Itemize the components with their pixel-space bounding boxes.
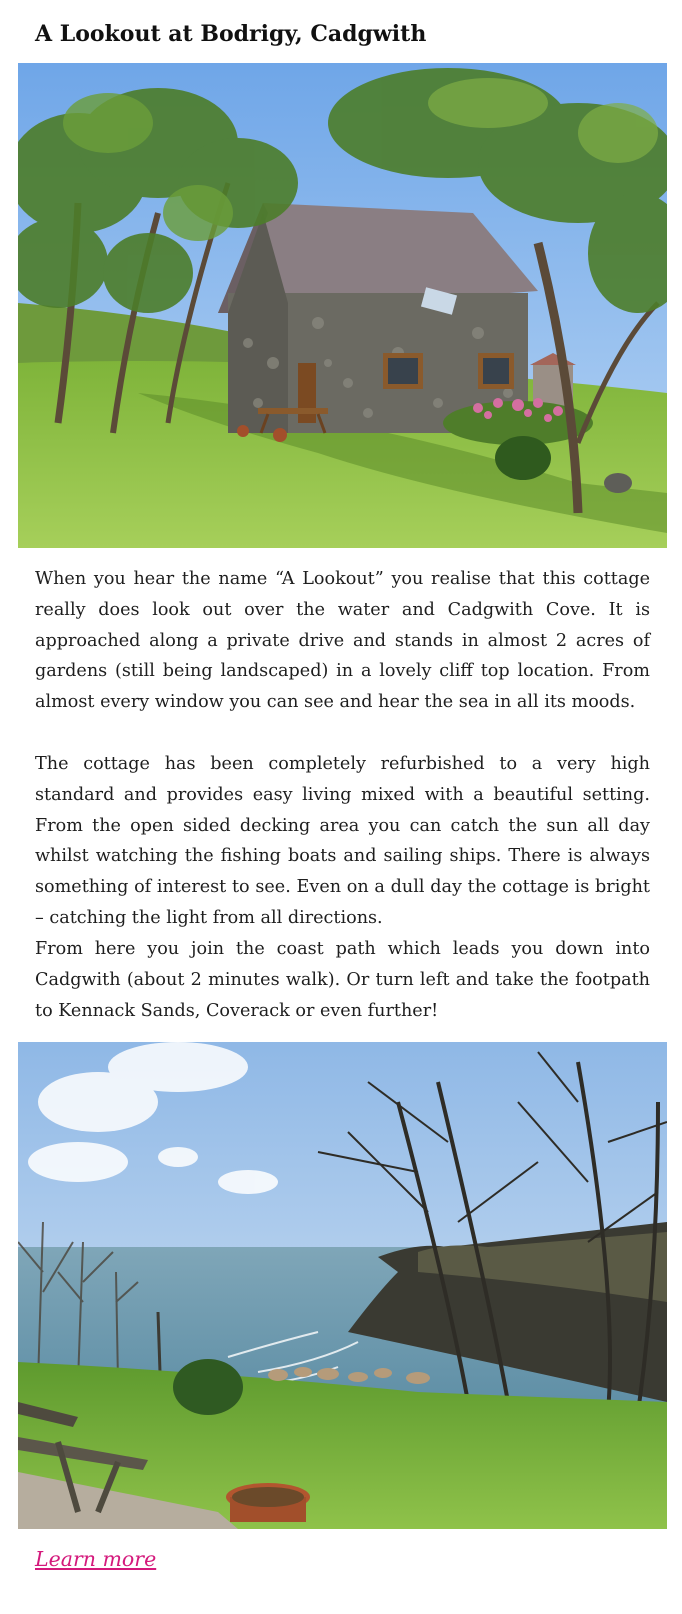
sea-view-photo bbox=[18, 1042, 667, 1529]
page-title: A Lookout at Bodrigy, Cadgwith bbox=[35, 21, 427, 47]
learn-more-link[interactable]: Learn more bbox=[35, 1547, 157, 1571]
refurbishment-paragraph: The cottage has been completely refurbished to a very high standard and provides easy living mixed with a beautiful setting. From the open sided decking area you can catch the sun all day whilst watching the fishing boats and sailing ships. There is always something of interest to see. Even on a dull day the cottage is bright – catching the light from all directions. bbox=[35, 754, 650, 928]
intro-paragraph: When you hear the name “A Lookout” you realise that this cottage really does look out over the water and Cadgwith Cove. It is approached along a private drive and stands in almost 2 acres of gardens (still being landscaped) in a lovely cliff top location. From almost every window you can see and hear the sea in all its moods. bbox=[35, 569, 650, 713]
coast-path-paragraph: From here you join the coast path which leads you down into Cadgwith (about 2 minutes walk). Or turn left and take the footpath to Kennack Sands, Coverack or even further! bbox=[35, 939, 650, 1021]
cottage-photo bbox=[18, 63, 667, 548]
